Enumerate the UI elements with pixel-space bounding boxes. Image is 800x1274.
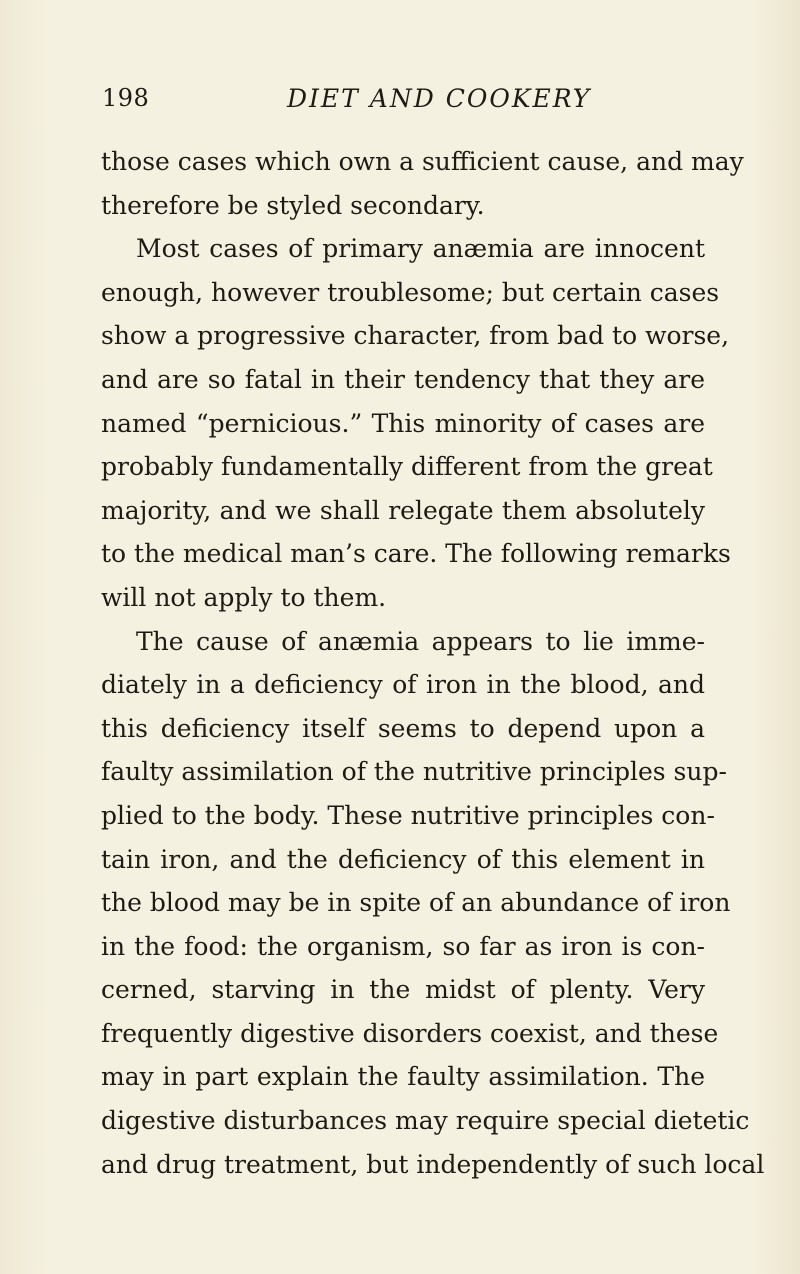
text-line: cerned, starving in the midst of plenty. Very (101, 975, 705, 1005)
page-header (102, 84, 702, 124)
text-line: The cause of anæmia appears to lie imme- (136, 626, 705, 656)
text-line: this deficiency itself seems to depend upon a (101, 713, 705, 743)
text-line: and drug treatment, but independently of such local (101, 1149, 765, 1179)
text-line: to the medical man’s care. The following remarks (101, 539, 731, 569)
text-line: will not apply to them. (101, 582, 387, 612)
text-line: faulty assimilation of the nutritive principles sup- (101, 757, 727, 787)
body-text (101, 140, 765, 1186)
text-line: may in part explain the faulty assimilation. The (101, 1062, 705, 1092)
text-line: plied to the body. These nutritive principles con- (101, 800, 715, 830)
text-line: probably fundamentally different from the great (101, 452, 713, 482)
text-line: Most cases of primary anæmia are innocent (136, 234, 705, 264)
text-line: enough, however troublesome; but certain cases (101, 277, 720, 307)
text-line: and are so fatal in their tendency that they are (101, 364, 705, 394)
running-title: DIET AND COOKERY (287, 84, 592, 113)
text-line: the blood may be in spite of an abundance of iron (101, 888, 731, 918)
text-line: show a progressive character, from bad to worse, (101, 321, 730, 351)
text-line: digestive disturbances may require special dietetic (101, 1106, 750, 1136)
text-line: named “pernicious.” This minority of cases are (101, 408, 705, 438)
text-line: frequently digestive disorders coexist, and these (101, 1018, 719, 1048)
text-line: therefore be styled secondary. (101, 190, 485, 220)
text-line: majority, and we shall relegate them absolutely (101, 495, 705, 525)
text-line: diately in a deficiency of iron in the blood, and (101, 670, 705, 700)
page-number: 198 (102, 84, 150, 112)
text-line: in the food: the organism, so far as iron is con- (101, 931, 705, 961)
text-line: tain iron, and the deficiency of this element in (101, 844, 705, 874)
text-line: those cases which own a sufficient cause, and may (101, 147, 744, 176)
